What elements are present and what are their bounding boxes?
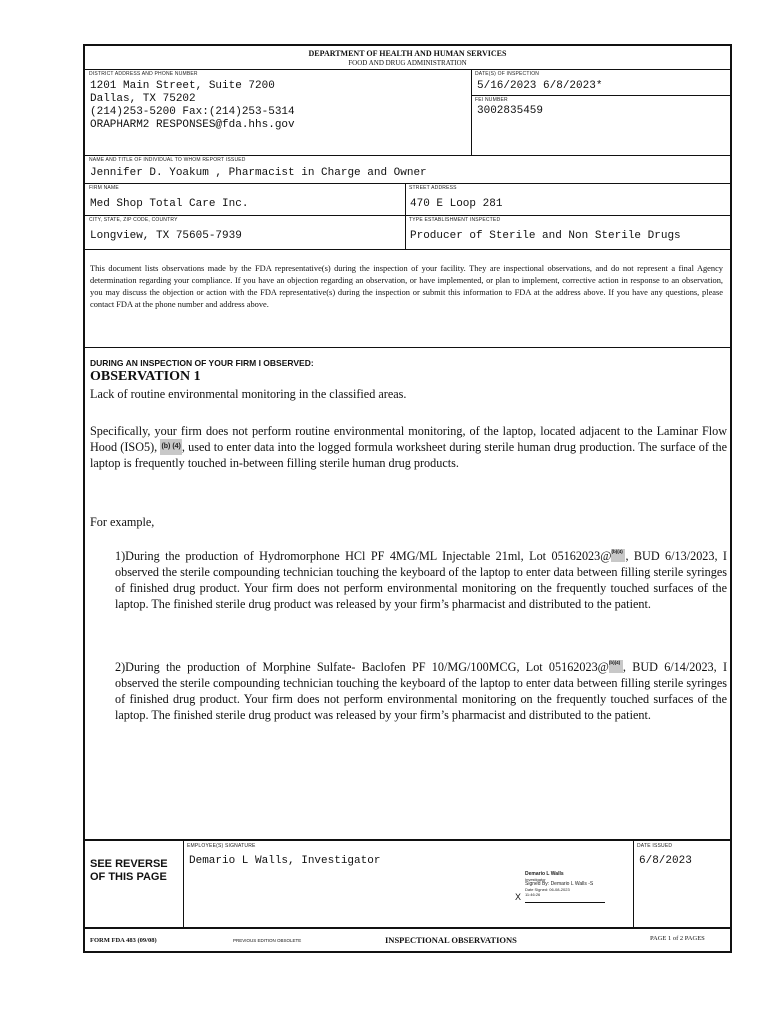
department-heading: DEPARTMENT OF HEALTH AND HUMAN SERVICES bbox=[308, 49, 507, 58]
signature-line: Investigator bbox=[525, 877, 546, 882]
dates-label: DATE(S) OF INSPECTION bbox=[475, 71, 540, 77]
see-reverse-line: OF THIS PAGE bbox=[90, 871, 167, 883]
previous-edition: PREVIOUS EDITION OBSOLETE bbox=[233, 938, 302, 943]
firm-label: FIRM NAME bbox=[89, 185, 119, 191]
item2-text-b: , BUD 6/14/2023, I observed the sterile compounding technician touching the keyboard of the laptop to enter data between filling sterile syringes of finished drug product. Your firm does not perform environmental monitoring on the frequently touched surfaces of the laptop. The finished sterile drug product was released by your firm’s pharmacist and distributed to the patient. bbox=[115, 660, 727, 722]
see-reverse-line: SEE REVERSE bbox=[90, 858, 168, 870]
establishment-label: TYPE ESTABLISHMENT INSPECTED bbox=[409, 217, 501, 223]
redaction-small-label: (b)(4) bbox=[611, 549, 623, 554]
district-line: ORAPHARM2 RESPONSES@fda.hhs.gov bbox=[90, 119, 295, 131]
notice-text: This document lists observations made by the FDA representative(s) during the inspection of your facility. They are inspectional observations, and do not represent a final Agency determination regarding your compliance. If you have an objection regarding an observation, or have implemented, or plan to implement, corrective action in response to an observation, you may discuss the objection or action with the FDA representative(s) during the inspection or submit this information to FDA at the address above. If you have any questions, please contact FDA at the phone number and address above. bbox=[90, 264, 723, 309]
signature-line: Demario L Walls bbox=[525, 871, 564, 877]
redaction-b4: (b) (4) bbox=[160, 439, 181, 455]
form-title: INSPECTIONAL OBSERVATIONS bbox=[385, 935, 517, 945]
street-value: 470 E Loop 281 bbox=[410, 198, 503, 210]
item2-text-a: 2)During the production of Morphine Sulfate- Baclofen PF 10/MG/100MCG, Lot 05162023@ bbox=[115, 660, 609, 674]
establishment-value: Producer of Sterile and Non Sterile Drugs bbox=[410, 230, 681, 242]
signature-line: 11:46:26 bbox=[525, 892, 541, 897]
example-item-2 bbox=[115, 659, 727, 723]
observed-heading: DURING AN INSPECTION OF YOUR FIRM I OBSERVED: bbox=[90, 358, 314, 368]
item1-text-b: , BUD 6/13/2023, I observed the sterile compounding technician touching the keyboard of the laptop to enter data between filling sterile syringes of finished drug product. Your firm does not perform environmental monitoring on the frequently touched surfaces of the laptop. The finished sterile drug product was released by your firm’s pharmacist and distributed to the patient. bbox=[115, 549, 727, 611]
district-line: 1201 Main Street, Suite 7200 bbox=[90, 80, 275, 92]
district-address bbox=[90, 80, 295, 132]
district-line: Dallas, TX 75202 bbox=[90, 93, 196, 105]
city-label: CITY, STATE, ZIP CODE, COUNTRY bbox=[89, 217, 178, 223]
dates-value: 5/16/2023 6/8/2023* bbox=[477, 80, 603, 92]
firm-value: Med Shop Total Care Inc. bbox=[90, 198, 249, 210]
redaction-small-label: (b)(4) bbox=[608, 660, 621, 665]
individual-label: NAME AND TITLE OF INDIVIDUAL TO WHOM REPORT ISSUED bbox=[89, 157, 246, 163]
observation-summary: Lack of routine environmental monitoring in the classified areas. bbox=[90, 387, 407, 401]
date-issued-value: 6/8/2023 bbox=[639, 855, 692, 867]
employee-value: Demario L Walls, Investigator bbox=[189, 855, 381, 867]
redaction-small bbox=[611, 549, 625, 562]
spec-text-a: Specifically, your firm does not perform routine environmental monitoring, of the laptop, located adjacent to the Laminar Flow Hood (ISO5), bbox=[90, 424, 727, 454]
signature-x: X bbox=[515, 892, 522, 902]
example-intro: For example, bbox=[90, 515, 155, 529]
agency-heading: FOOD AND DRUG ADMINISTRATION bbox=[348, 59, 467, 67]
fei-value: 3002835459 bbox=[477, 105, 544, 117]
individual-value: Jennifer D. Yoakum , Pharmacist in Charge and Owner bbox=[90, 167, 427, 179]
signature-line: Signed By: Demario L Walls -S bbox=[525, 881, 594, 887]
street-label: STREET ADDRESS bbox=[409, 185, 457, 191]
spec-text-b: , used to enter data into the logged formula worksheet during sterile human drug production. The surface of the laptop is frequently touched in-between filling sterile human drug products. bbox=[90, 440, 728, 470]
district-label: DISTRICT ADDRESS AND PHONE NUMBER bbox=[89, 71, 198, 77]
page-number: PAGE 1 of 2 PAGES bbox=[650, 935, 705, 942]
signature-line-rule bbox=[525, 902, 605, 903]
form-id: FORM FDA 483 (09/08) bbox=[90, 937, 157, 944]
see-reverse bbox=[90, 858, 168, 884]
example-item-1 bbox=[115, 548, 727, 612]
observation-title: OBSERVATION 1 bbox=[90, 369, 201, 384]
digital-signature-block bbox=[525, 872, 593, 897]
observation-specifics bbox=[90, 423, 727, 471]
item1-text-a: 1)During the production of Hydromorphone HCl PF 4MG/ML Injectable 21ml, Lot 05162023@ bbox=[115, 549, 612, 563]
signature-line: Date Signed: 06-08-2023 bbox=[525, 887, 570, 892]
city-value: Longview, TX 75605-7939 bbox=[90, 230, 242, 242]
date-issued-label: DATE ISSUED bbox=[637, 843, 673, 849]
fda-483-form bbox=[83, 44, 732, 953]
district-line: (214)253-5200 Fax:(214)253-5314 bbox=[90, 106, 295, 118]
redaction-small bbox=[609, 660, 623, 673]
fei-label: FEI NUMBER bbox=[475, 97, 508, 103]
employee-label: EMPLOYEE(S) SIGNATURE bbox=[187, 843, 256, 849]
